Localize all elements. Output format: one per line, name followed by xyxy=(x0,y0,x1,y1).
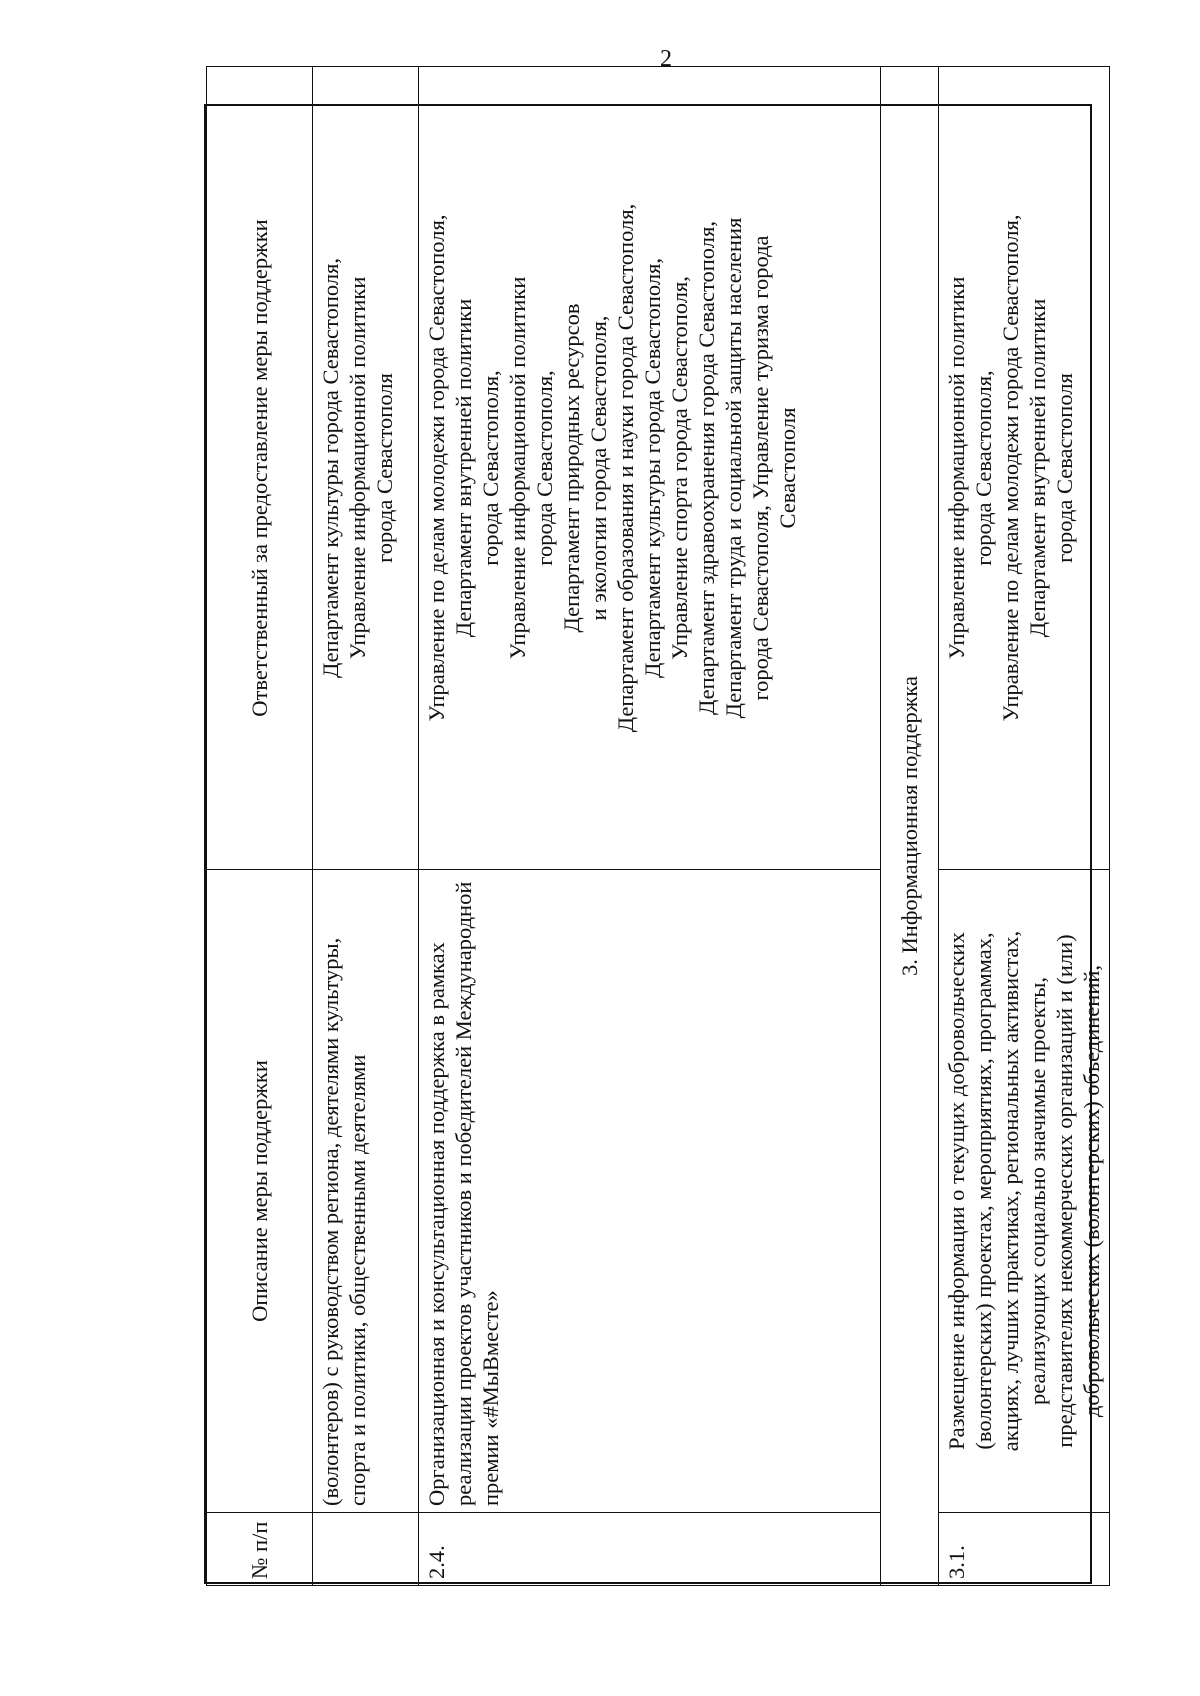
support-measures-table xyxy=(206,66,1110,1586)
responsible-line: города Севастополя xyxy=(1052,373,1077,563)
table-row xyxy=(419,67,881,1586)
responsible-line: Управление информационной политики xyxy=(944,276,969,660)
responsible-line: Департамент природных ресурсов xyxy=(559,303,584,633)
section-title: 3. Информационная поддержка xyxy=(881,67,939,1586)
description-line: Размещение информации о текущих добровольческих xyxy=(944,932,969,1450)
responsible-line: Управление информационной политики xyxy=(505,276,530,660)
responsible-line: Департамент внутренней политики xyxy=(1025,298,1050,638)
row-number: 3.1. xyxy=(939,1513,1110,1586)
description-line: представителях некоммерческих организаций и (или) xyxy=(1052,934,1077,1448)
table-header-row xyxy=(207,67,313,1586)
responsible-line: Управление спорта города Севастополя, xyxy=(667,276,692,660)
responsible-line: города Севастополя, xyxy=(532,370,557,566)
section-row xyxy=(881,67,939,1586)
support-measures-table-frame xyxy=(204,104,1104,1584)
row-description: (волонтеров) с руководством региона, деятелями культуры, спорта и политики, общественными деятелями xyxy=(313,870,419,1513)
responsible-line: Управление по делам молодежи города Севастополя, xyxy=(424,214,449,722)
page-number: 2 xyxy=(660,46,672,72)
responsible-line: Департамент труда и социальной защиты населения xyxy=(721,217,746,719)
responsible-line: Департамент здравоохранения города Севастополя, xyxy=(694,221,719,715)
row-responsible xyxy=(419,67,881,870)
responsible-line: города Севастополя, xyxy=(971,370,996,566)
responsible-line: Департамент культуры города Севастополя, xyxy=(640,257,665,679)
row-number: 2.4. xyxy=(419,1513,881,1586)
responsible-line: города Севастополя xyxy=(372,373,397,563)
header-responsible: Ответственный за предоставление меры поддержки xyxy=(207,67,313,870)
responsible-line: Департамент образования и науки города Севастополя, xyxy=(613,203,638,733)
responsible-line: города Севастополя, Управление туризма города xyxy=(748,235,773,701)
responsible-line: Управление по делам молодежи города Севастополя, xyxy=(998,214,1023,722)
responsible-line: Департамент внутренней политики xyxy=(451,298,476,638)
responsible-line: и экологии города Севастополя, xyxy=(586,315,611,621)
row-description: Организационная и консультационная поддержка в рамках реализации проектов участников и победителей Международной премии «#МыВместе» xyxy=(419,870,881,1513)
row-number xyxy=(313,1513,419,1586)
responsible-line: города Севастополя, xyxy=(478,370,503,566)
description-line: добровольческих (волонтерских) объединений, xyxy=(1079,964,1104,1418)
row-responsible xyxy=(939,67,1110,870)
table-row xyxy=(313,67,419,1586)
header-description: Описание меры поддержки xyxy=(207,870,313,1513)
description-line: акциях, лучших практиках, региональных активистах, xyxy=(998,930,1023,1452)
responsible-line: Управление информационной политики xyxy=(345,276,370,660)
description-line: (волонтерских) проектах, мероприятиях, программах, xyxy=(971,932,996,1450)
row-responsible xyxy=(313,67,419,870)
description-line: реализующих социально значимые проекты, xyxy=(1025,977,1050,1405)
responsible-line: Департамент культуры города Севастополя, xyxy=(318,257,343,679)
row-description xyxy=(939,870,1110,1513)
rotated-table-container xyxy=(206,106,1104,1586)
responsible-line: Севастополя xyxy=(775,407,800,529)
table-row xyxy=(939,67,1110,1586)
header-number: № п/п xyxy=(207,1513,313,1586)
